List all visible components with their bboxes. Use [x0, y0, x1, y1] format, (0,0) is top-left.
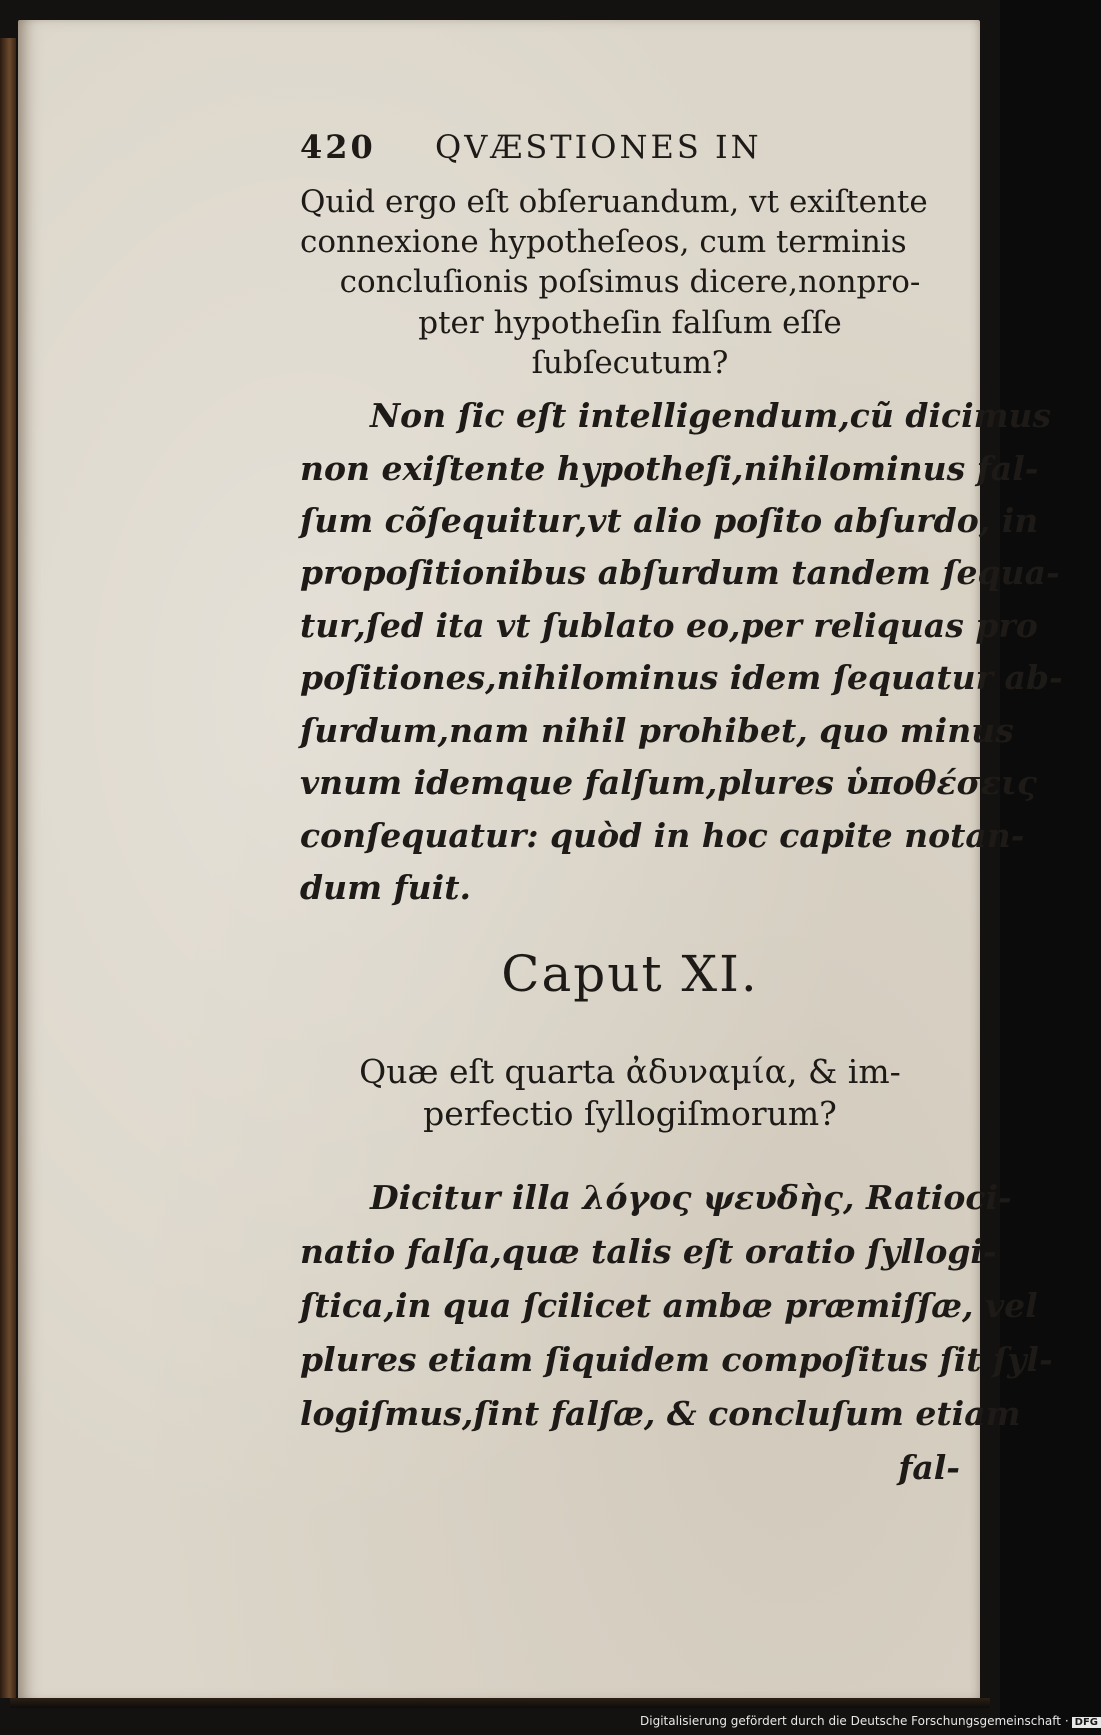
- catchword: fal-: [898, 1448, 960, 1487]
- book-binding-edge: [0, 38, 16, 1698]
- question-1-line: Quid ergo eſt obſeruandum, vt exiſtente: [300, 184, 928, 220]
- page-number: 420: [300, 128, 376, 166]
- answer-1-line: non exiſtente hypotheſi,nihilominus fal-: [300, 449, 1039, 488]
- answer-1-line: Non ſic eſt intelligendum,cũ dicimus: [370, 396, 1052, 435]
- answer-1-line: tur,ſed ita vt ſublato eo,per reliquas pro: [300, 606, 1038, 645]
- answer-2-line: logiſmus,ſint falſæ, & concluſum etiam: [300, 1394, 1021, 1433]
- answer-1-line: poſitiones,nihilominus idem ſequatur ab-: [300, 658, 1063, 697]
- answer-2-line: plures etiam ſiquidem compoſitus ſit ſyl-: [300, 1340, 1053, 1379]
- running-title: QVÆSTIONES IN: [434, 128, 762, 166]
- answer-1-line: vnum idemque falſum,plures ὑποθέσεις: [300, 763, 1037, 802]
- credit-text: Digitalisierung gefördert durch die Deutsche Forschungsgemeinschaft ·: [640, 1714, 1069, 1728]
- answer-1-line: dum fuit.: [300, 868, 471, 907]
- running-header: [300, 128, 860, 166]
- answer-2-line: natio falſa,quæ talis eſt oratio ſyllogi-: [300, 1232, 997, 1271]
- question-1-line: ſubſecutum?: [531, 345, 729, 381]
- dfg-logo: DFG: [1072, 1717, 1101, 1728]
- chapter-heading: Caput XI.: [501, 945, 759, 1003]
- question-1-line: concluſionis poſsimus dicere,nonpro-: [339, 264, 921, 300]
- question-1-line: pter hypotheſin falſum eſſe: [418, 305, 842, 341]
- question-2-line: perfectio ſyllogiſmorum?: [423, 1094, 837, 1133]
- answer-1-line: propoſitionibus abſurdum tandem ſequa-: [300, 553, 1060, 592]
- question-2-line: Quæ eſt quarta ἀδυναμία, & im-: [359, 1052, 901, 1091]
- answer-1-line: conſequatur: quòd in hoc capite notan-: [300, 816, 1025, 855]
- question-1-line: connexione hypotheſeos, cum terminis: [300, 224, 907, 260]
- answer-2-line: Dicitur illa λόγος ψευδὴς, Ratioci-: [370, 1178, 1012, 1217]
- answer-1-line: ſum cõſequitur,vt alio poſito abſurdo, in: [300, 501, 1039, 540]
- answer-1-line: ſurdum,nam nihil prohibet, quo minus: [300, 711, 1014, 750]
- answer-2-line: ſtica,in qua ſcilicet ambæ præmiſſæ, vel: [300, 1286, 1038, 1325]
- page-bottom-edge: [10, 1698, 990, 1708]
- digitization-credit: [640, 1714, 1098, 1728]
